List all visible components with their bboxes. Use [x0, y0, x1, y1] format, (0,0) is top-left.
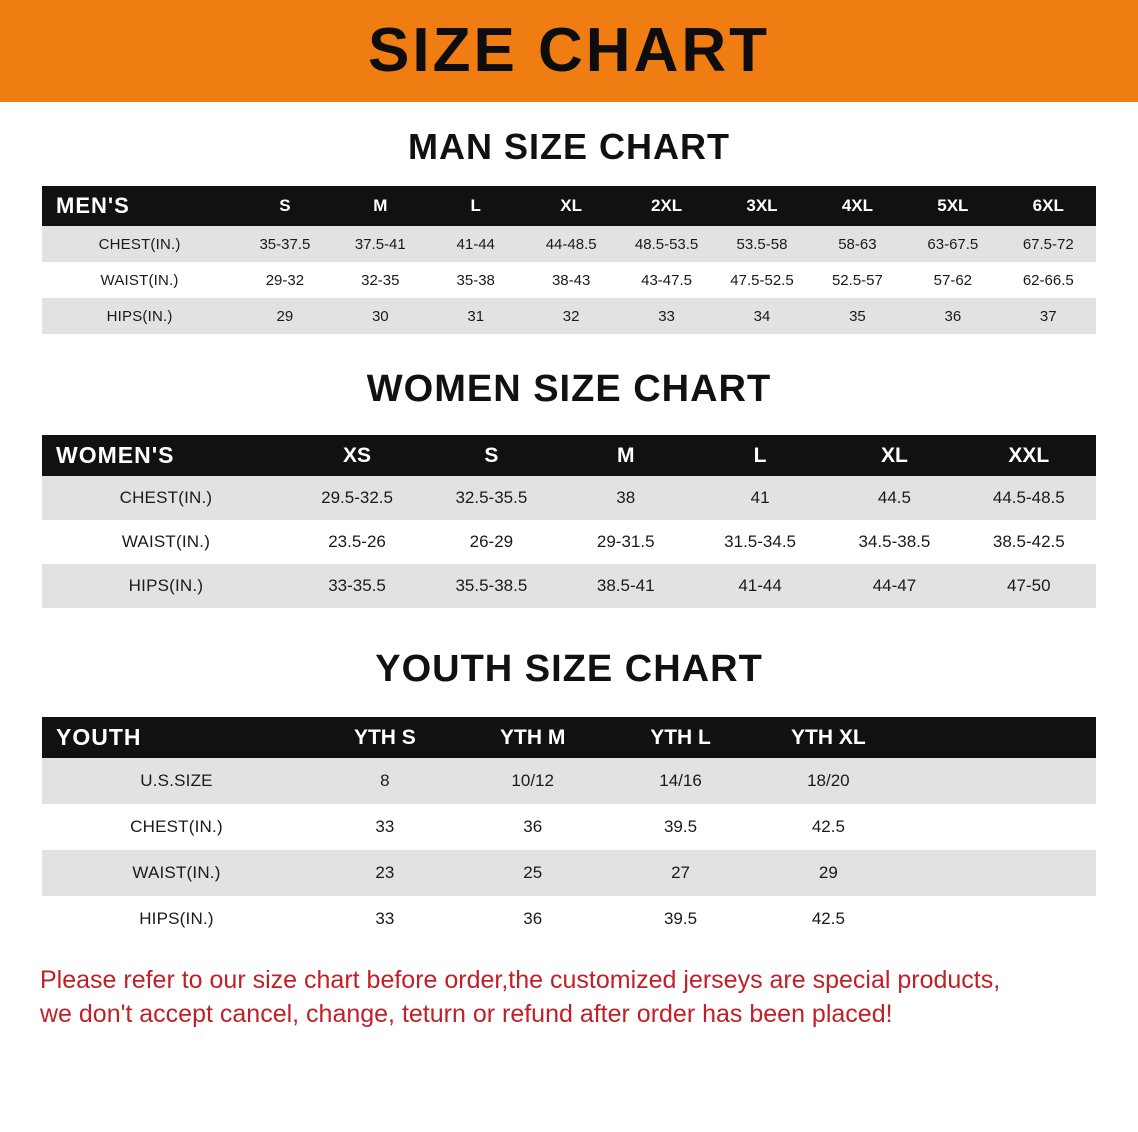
table-header-cell: 6XL — [1032, 196, 1064, 215]
youth-size-table-wrapper — [0, 717, 1138, 942]
table-cell: 41-44 — [428, 226, 523, 262]
table-cell: 37.5-41 — [333, 226, 428, 262]
table-row — [42, 850, 1096, 896]
table-cell: 34.5-38.5 — [827, 520, 961, 564]
row-label: WAIST(IN.) — [42, 520, 290, 564]
table-header-cell: L — [753, 443, 767, 467]
table-cell: 36 — [459, 896, 607, 942]
table-cell: 10/12 — [459, 758, 607, 804]
table-cell: 23 — [311, 850, 459, 896]
man-size-table — [42, 186, 1096, 334]
table-cell: 57-62 — [905, 262, 1000, 298]
table-header-cell: YTH L — [650, 725, 711, 749]
youth-section-heading: YOUTH SIZE CHART — [375, 648, 763, 690]
table-header-cell: 5XL — [937, 196, 969, 215]
row-label: HIPS(IN.) — [42, 564, 290, 608]
table-cell: 52.5-57 — [810, 262, 905, 298]
table-cell: 33-35.5 — [290, 564, 424, 608]
table-cell: 32-35 — [333, 262, 428, 298]
row-label: CHEST(IN.) — [42, 226, 237, 262]
table-header-cell: XL — [881, 443, 908, 467]
table-header-spacer — [902, 717, 1096, 758]
row-label: WAIST(IN.) — [42, 262, 237, 298]
table-header-cell: MEN'S — [56, 193, 130, 218]
table-cell: 29-32 — [237, 262, 332, 298]
table-cell: 44.5 — [827, 476, 961, 520]
table-cell: 31 — [428, 298, 523, 334]
table-cell: 8 — [311, 758, 459, 804]
women-section-heading: WOMEN SIZE CHART — [366, 368, 772, 410]
table-cell: 35 — [810, 298, 905, 334]
table-header-cell: L — [470, 196, 481, 215]
table-row — [42, 298, 1096, 334]
policy-note-line-2: we don't accept cancel, change, teturn or refund after order has been placed! — [40, 999, 893, 1028]
table-cell: 39.5 — [607, 896, 755, 942]
table-header-cell: M — [373, 196, 388, 215]
youth-size-table — [42, 717, 1096, 942]
table-cell: 58-63 — [810, 226, 905, 262]
table-cell: 44-47 — [827, 564, 961, 608]
table-cell: 35.5-38.5 — [424, 564, 558, 608]
table-row — [42, 520, 1096, 564]
table-cell: 30 — [333, 298, 428, 334]
table-header-cell: 4XL — [841, 196, 873, 215]
table-header-cell: YTH XL — [791, 725, 866, 749]
table-cell: 42.5 — [754, 804, 902, 850]
table-header-cell: YOUTH — [56, 724, 142, 750]
man-section-heading: MAN SIZE CHART — [408, 126, 730, 167]
row-label: U.S.SIZE — [42, 758, 311, 804]
table-cell: 26-29 — [424, 520, 558, 564]
table-header-cell: 3XL — [746, 196, 778, 215]
table-cell: 18/20 — [754, 758, 902, 804]
table-cell: 47.5-52.5 — [714, 262, 809, 298]
row-label: CHEST(IN.) — [42, 476, 290, 520]
table-cell: 41-44 — [693, 564, 827, 608]
table-cell: 44-48.5 — [523, 226, 618, 262]
table-cell: 39.5 — [607, 804, 755, 850]
table-cell: 23.5-26 — [290, 520, 424, 564]
table-cell: 36 — [459, 804, 607, 850]
table-cell: 35-37.5 — [237, 226, 332, 262]
table-header-cell: XXL — [1008, 443, 1050, 467]
table-header-cell: M — [616, 443, 635, 467]
table-row — [42, 476, 1096, 520]
table-cell: 29-31.5 — [559, 520, 693, 564]
row-label: HIPS(IN.) — [42, 298, 237, 334]
table-cell: 42.5 — [754, 896, 902, 942]
table-cell: 67.5-72 — [1001, 226, 1096, 262]
table-row — [42, 804, 1096, 850]
table-cell: 34 — [714, 298, 809, 334]
table-cell: 27 — [607, 850, 755, 896]
page-title: SIZE CHART — [368, 16, 770, 85]
table-header-cell: S — [484, 443, 499, 467]
table-cell: 47-50 — [962, 564, 1096, 608]
row-label: HIPS(IN.) — [42, 896, 311, 942]
table-row — [42, 758, 1096, 804]
table-cell: 35-38 — [428, 262, 523, 298]
table-cell: 25 — [459, 850, 607, 896]
table-cell: 38.5-42.5 — [962, 520, 1096, 564]
table-header-cell: 2XL — [650, 196, 683, 215]
table-cell: 29.5-32.5 — [290, 476, 424, 520]
table-header-row — [42, 186, 1096, 226]
table-row — [42, 896, 1096, 942]
table-header-cell: S — [279, 196, 291, 215]
table-cell: 53.5-58 — [714, 226, 809, 262]
table-cell: 37 — [1001, 298, 1096, 334]
table-cell: 31.5-34.5 — [693, 520, 827, 564]
table-row — [42, 226, 1096, 262]
table-cell-empty — [902, 896, 1096, 942]
table-cell: 38-43 — [523, 262, 618, 298]
table-header-cell: XL — [560, 196, 583, 215]
table-header-cell: YTH M — [500, 725, 566, 749]
women-size-table — [42, 435, 1096, 608]
table-row — [42, 262, 1096, 298]
table-cell: 33 — [619, 298, 714, 334]
table-cell: 62-66.5 — [1001, 262, 1096, 298]
table-cell: 48.5-53.5 — [619, 226, 714, 262]
table-cell: 36 — [905, 298, 1000, 334]
table-cell: 32.5-35.5 — [424, 476, 558, 520]
table-row — [42, 564, 1096, 608]
table-cell-empty — [902, 804, 1096, 850]
table-cell: 38 — [559, 476, 693, 520]
policy-note-line-1: Please refer to our size chart before order,the customized jerseys are special products, — [40, 966, 1001, 994]
table-cell: 33 — [311, 896, 459, 942]
table-header-cell: WOMEN'S — [56, 442, 175, 468]
row-label: CHEST(IN.) — [42, 804, 311, 850]
table-cell: 29 — [754, 850, 902, 896]
table-header-cell: YTH S — [353, 725, 416, 749]
table-cell-empty — [902, 850, 1096, 896]
row-label: WAIST(IN.) — [42, 850, 311, 896]
table-header-row — [42, 717, 1096, 758]
table-cell: 38.5-41 — [559, 564, 693, 608]
table-cell: 29 — [237, 298, 332, 334]
table-cell: 32 — [523, 298, 618, 334]
women-size-table-wrapper — [0, 435, 1138, 608]
table-header-row — [42, 435, 1096, 476]
policy-note — [40, 964, 1098, 1032]
table-cell: 41 — [693, 476, 827, 520]
table-cell: 63-67.5 — [905, 226, 1000, 262]
table-cell-empty — [902, 758, 1096, 804]
page-banner — [0, 0, 1138, 102]
table-cell: 33 — [311, 804, 459, 850]
table-cell: 44.5-48.5 — [962, 476, 1096, 520]
table-cell: 43-47.5 — [619, 262, 714, 298]
table-cell: 14/16 — [607, 758, 755, 804]
table-header-cell: XS — [343, 443, 372, 467]
man-size-table-wrapper — [0, 186, 1138, 334]
